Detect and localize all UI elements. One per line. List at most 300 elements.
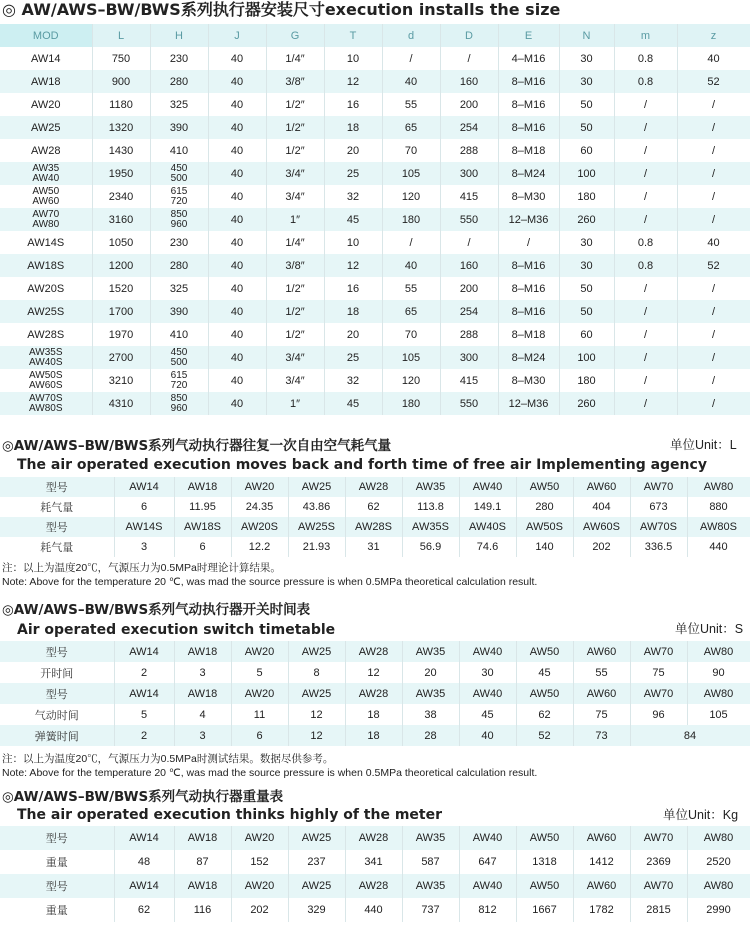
table-cell: 56.9: [402, 537, 459, 557]
table-cell: AW40: [459, 477, 516, 497]
table-cell: AW14: [0, 47, 92, 70]
table-cell: 55: [382, 93, 440, 116]
table-cell: /: [614, 392, 677, 415]
table-cell: 70: [382, 139, 440, 162]
table-cell: 812: [459, 898, 516, 922]
column-header: N: [559, 24, 614, 47]
table-cell: 4: [174, 704, 231, 725]
table-cell: AW18: [174, 826, 231, 850]
row-label: 型号: [0, 826, 114, 850]
table-cell: 75: [630, 662, 687, 683]
table-cell: 11: [231, 704, 288, 725]
table-cell: AW20S: [231, 517, 288, 537]
table-cell: /: [614, 323, 677, 346]
table-cell: AW70: [630, 641, 687, 662]
table-cell: 40: [208, 346, 266, 369]
table-cell: 260: [559, 208, 614, 231]
table-row: [0, 70, 750, 93]
table-cell: 74.6: [459, 537, 516, 557]
table-cell: AW50: [516, 477, 573, 497]
table-cell: AW18: [0, 70, 92, 93]
table-cell: 8–M18: [498, 139, 559, 162]
table-row: [0, 537, 750, 557]
column-header: z: [677, 24, 750, 47]
table-row: [0, 497, 750, 517]
table-cell: 3/4″: [266, 346, 324, 369]
table-cell: AW50S AW60S: [0, 369, 92, 392]
table-cell: 25: [324, 346, 382, 369]
table-cell: 336.5: [630, 537, 687, 557]
table-cell: /: [677, 369, 750, 392]
table-cell: 415: [440, 185, 498, 208]
weight-unit: 单位Unit：Kg: [663, 808, 739, 822]
table-cell: AW14S: [114, 517, 174, 537]
switch-time-table: [0, 641, 750, 746]
table-cell: AW60: [573, 641, 630, 662]
table-cell: 45: [516, 662, 573, 683]
table-cell: 12: [324, 254, 382, 277]
table-cell: 12: [288, 704, 345, 725]
table-cell: 3210: [92, 369, 150, 392]
table-row: [0, 277, 750, 300]
switch-time-note-en: Note: Above for the temperature 20 ℃, was mad the source pressure is when 0.5MPa theoretical calculation result.: [2, 767, 538, 779]
table-row: [0, 850, 750, 874]
table-cell: 1318: [516, 850, 573, 874]
table-cell: 113.8: [402, 497, 459, 517]
table-cell: AW28: [345, 641, 402, 662]
table-cell: 737: [402, 898, 459, 922]
table-cell: 8–M24: [498, 162, 559, 185]
table-cell: /: [498, 231, 559, 254]
table-cell: 2: [114, 662, 174, 683]
table-cell: AW18: [174, 477, 231, 497]
table-cell: 140: [516, 537, 573, 557]
table-row: [0, 93, 750, 116]
table-cell: 8–M16: [498, 70, 559, 93]
table-cell: 300: [440, 162, 498, 185]
table-cell: 60: [559, 139, 614, 162]
column-header: d: [382, 24, 440, 47]
table-row: [0, 725, 750, 746]
table-cell: 8–M16: [498, 93, 559, 116]
table-cell: 30: [559, 254, 614, 277]
table-cell: 1/4″: [266, 231, 324, 254]
table-cell: 1/4″: [266, 47, 324, 70]
table-cell: 550: [440, 392, 498, 415]
table-cell: 48: [114, 850, 174, 874]
table-cell: AW28S: [345, 517, 402, 537]
table-cell: 40: [208, 47, 266, 70]
table-cell: /: [614, 162, 677, 185]
table-cell: 1970: [92, 323, 150, 346]
table-cell: 62: [516, 704, 573, 725]
table-cell: 28: [402, 725, 459, 746]
table-cell: 3: [174, 662, 231, 683]
table-cell: 21.93: [288, 537, 345, 557]
switch-time-unit: 单位Unit：S: [675, 622, 744, 636]
table-cell: 3/4″: [266, 369, 324, 392]
table-cell: AW28: [345, 683, 402, 704]
table-cell: 2369: [630, 850, 687, 874]
row-label: 气动时间: [0, 704, 114, 725]
table-cell: 288: [440, 139, 498, 162]
table-row: [0, 369, 750, 392]
table-cell: 260: [559, 392, 614, 415]
table-cell: 4–M16: [498, 47, 559, 70]
row-label: 开时间: [0, 662, 114, 683]
table-cell: 40: [208, 93, 266, 116]
dimension-table: [0, 24, 750, 415]
table-cell: 8–M16: [498, 300, 559, 323]
table-cell: AW50 AW60: [0, 185, 92, 208]
table-cell: AW25S: [288, 517, 345, 537]
row-label: 型号: [0, 517, 114, 537]
table-cell: 1782: [573, 898, 630, 922]
table-cell: 1/2″: [266, 323, 324, 346]
table-cell: /: [614, 277, 677, 300]
table-cell: 1/2″: [266, 139, 324, 162]
table-cell: 1950: [92, 162, 150, 185]
table-cell: AW25: [288, 477, 345, 497]
table-cell: AW40: [459, 874, 516, 898]
table-cell: /: [614, 93, 677, 116]
table-cell: 254: [440, 300, 498, 323]
table-cell: AW20S: [0, 277, 92, 300]
table-cell: 2815: [630, 898, 687, 922]
table-cell: 2700: [92, 346, 150, 369]
table-cell: AW40: [459, 826, 516, 850]
table-cell: 5: [114, 704, 174, 725]
table-row: [0, 231, 750, 254]
table-row: [0, 641, 750, 662]
table-cell: 96: [630, 704, 687, 725]
table-cell: AW70: [630, 683, 687, 704]
table-cell: 105: [382, 162, 440, 185]
table-cell: 1520: [92, 277, 150, 300]
table-cell: AW14S: [0, 231, 92, 254]
table-cell: 1700: [92, 300, 150, 323]
table-cell: 8–M30: [498, 185, 559, 208]
table-cell: 30: [559, 231, 614, 254]
table-cell: AW50: [516, 874, 573, 898]
table-cell: 202: [573, 537, 630, 557]
table-cell: 180: [559, 369, 614, 392]
table-cell: AW20: [231, 641, 288, 662]
table-cell: 160: [440, 70, 498, 93]
table-cell: 3/8″: [266, 70, 324, 93]
table-cell: 1″: [266, 392, 324, 415]
table-cell: 40: [208, 208, 266, 231]
table-cell: AW35 AW40: [0, 162, 92, 185]
table-cell: /: [614, 208, 677, 231]
table-cell: 20: [324, 323, 382, 346]
table-cell: 0.8: [614, 47, 677, 70]
table-cell: /: [614, 185, 677, 208]
table-cell: 105: [382, 346, 440, 369]
table-row: [0, 704, 750, 725]
column-header: T: [324, 24, 382, 47]
air-consumption-title-en: The air operated execution moves back and forth time of free air Implementing agency: [17, 457, 707, 473]
row-label: 耗气量: [0, 537, 114, 557]
table-row: [0, 47, 750, 70]
table-cell: /: [677, 93, 750, 116]
table-cell: 100: [559, 162, 614, 185]
table-header-row: [0, 24, 750, 47]
table-cell: 40: [208, 70, 266, 93]
table-cell: AW18S: [174, 517, 231, 537]
table-cell: AW70 AW80: [0, 208, 92, 231]
table-cell: /: [677, 116, 750, 139]
table-cell: 16: [324, 93, 382, 116]
table-cell: 673: [630, 497, 687, 517]
table-cell: 16: [324, 277, 382, 300]
table-cell: AW35: [402, 826, 459, 850]
table-cell: 55: [573, 662, 630, 683]
table-cell: AW14: [114, 874, 174, 898]
table-cell: 3/4″: [266, 162, 324, 185]
table-cell: 900: [92, 70, 150, 93]
table-cell: 40: [208, 392, 266, 415]
table-cell: AW80S: [687, 517, 750, 537]
table-cell: 12: [345, 662, 402, 683]
table-cell: 3: [114, 537, 174, 557]
table-cell: AW60: [573, 826, 630, 850]
air-consumption-title-cn: ◎AW/AWS–BW/BWS系列气动执行器往复一次自由空气耗气量: [2, 438, 392, 454]
table-cell: 410: [150, 323, 208, 346]
table-cell: 180: [382, 392, 440, 415]
table-cell: AW28S: [0, 323, 92, 346]
table-cell: 149.1: [459, 497, 516, 517]
table-cell: 40: [208, 231, 266, 254]
table-cell: 12.2: [231, 537, 288, 557]
row-label: 型号: [0, 641, 114, 662]
table-cell: AW25: [288, 874, 345, 898]
table-cell: 1″: [266, 208, 324, 231]
table-cell: 52: [677, 70, 750, 93]
table-cell: AW14: [114, 683, 174, 704]
table-cell: AW50: [516, 641, 573, 662]
table-cell: 410: [150, 139, 208, 162]
weight-table: [0, 826, 750, 922]
table-cell: 615 720: [150, 185, 208, 208]
table-cell: 180: [559, 185, 614, 208]
table-cell: 40: [677, 231, 750, 254]
table-cell: 31: [345, 537, 402, 557]
table-cell: 20: [324, 139, 382, 162]
table-cell: 1412: [573, 850, 630, 874]
table-cell: /: [677, 346, 750, 369]
table-cell: 62: [114, 898, 174, 922]
table-cell: /: [614, 300, 677, 323]
table-cell: 300: [440, 346, 498, 369]
table-cell: 18: [345, 725, 402, 746]
table-cell: AW28: [345, 477, 402, 497]
table-cell: 62: [345, 497, 402, 517]
column-header: E: [498, 24, 559, 47]
table-cell: 8–M30: [498, 369, 559, 392]
table-cell: 18: [345, 704, 402, 725]
table-cell: 1/2″: [266, 300, 324, 323]
table-cell: 10: [324, 231, 382, 254]
table-cell: 12: [288, 725, 345, 746]
table-cell: 12–M36: [498, 208, 559, 231]
table-cell: 40: [208, 139, 266, 162]
table-row: [0, 254, 750, 277]
table-cell: 120: [382, 369, 440, 392]
table-cell: 0.8: [614, 70, 677, 93]
weight-title-cn: ◎AW/AWS–BW/BWS系列气动执行器重量表: [2, 789, 284, 805]
column-header: MOD: [0, 24, 92, 47]
table-cell: AW60: [573, 874, 630, 898]
table-cell: 280: [150, 254, 208, 277]
table-cell: AW80: [687, 683, 750, 704]
table-cell: 6: [174, 537, 231, 557]
table-cell: AW70: [630, 826, 687, 850]
table-cell: AW60: [573, 477, 630, 497]
table-cell: 52: [516, 725, 573, 746]
table-cell: 40: [208, 369, 266, 392]
table-cell: 0.8: [614, 254, 677, 277]
table-cell: AW70: [630, 477, 687, 497]
table-cell: 40: [382, 70, 440, 93]
table-cell: 1050: [92, 231, 150, 254]
table-row: [0, 392, 750, 415]
table-row: [0, 898, 750, 922]
table-cell: 450 500: [150, 162, 208, 185]
table-row: [0, 517, 750, 537]
column-header: L: [92, 24, 150, 47]
table-cell: 6: [231, 725, 288, 746]
row-label: 型号: [0, 874, 114, 898]
table-cell: 50: [559, 300, 614, 323]
table-cell: AW18: [174, 683, 231, 704]
table-cell: 18: [324, 300, 382, 323]
table-cell: 12–M36: [498, 392, 559, 415]
table-cell: AW14: [114, 477, 174, 497]
table-cell: 850 960: [150, 208, 208, 231]
switch-time-title-cn: ◎AW/AWS–BW/BWS系列气动执行器开关时间表: [2, 602, 311, 618]
table-cell: 200: [440, 277, 498, 300]
table-cell: AW70S: [630, 517, 687, 537]
table-cell: AW60S: [573, 517, 630, 537]
table-cell: /: [382, 231, 440, 254]
table-cell: 45: [324, 392, 382, 415]
table-cell: AW25: [288, 683, 345, 704]
table-cell: 3160: [92, 208, 150, 231]
table-cell: 390: [150, 116, 208, 139]
table-cell: 40: [208, 300, 266, 323]
table-cell: 120: [382, 185, 440, 208]
table-cell: 230: [150, 231, 208, 254]
table-cell: 75: [573, 704, 630, 725]
table-cell: 325: [150, 93, 208, 116]
table-cell: AW60: [573, 683, 630, 704]
table-cell: AW40: [459, 641, 516, 662]
table-cell: 40: [208, 323, 266, 346]
table-cell: 73: [573, 725, 630, 746]
table-cell: 1667: [516, 898, 573, 922]
table-cell: 1/2″: [266, 116, 324, 139]
table-cell: 850 960: [150, 392, 208, 415]
table-cell: AW28: [345, 826, 402, 850]
table-cell: AW50: [516, 683, 573, 704]
table-cell: 116: [174, 898, 231, 922]
switch-time-title-en: Air operated execution switch timetable: [17, 622, 336, 638]
table-cell: AW18: [174, 641, 231, 662]
table-cell: 87: [174, 850, 231, 874]
table-cell: AW40S: [459, 517, 516, 537]
table-cell: AW70S AW80S: [0, 392, 92, 415]
table-cell: 8–M16: [498, 116, 559, 139]
table-cell: 8–M16: [498, 277, 559, 300]
table-cell: 615 720: [150, 369, 208, 392]
column-header: D: [440, 24, 498, 47]
table-cell: AW20: [231, 477, 288, 497]
table-cell: AW20: [231, 826, 288, 850]
table-cell: 32: [324, 369, 382, 392]
table-cell: AW50: [516, 826, 573, 850]
table-cell: 105: [687, 704, 750, 725]
table-cell: 25: [324, 162, 382, 185]
table-cell: 100: [559, 346, 614, 369]
table-cell: 280: [150, 70, 208, 93]
table-cell: /: [440, 47, 498, 70]
table-cell: 4310: [92, 392, 150, 415]
table-cell: 5: [231, 662, 288, 683]
table-cell: AW80: [687, 641, 750, 662]
table-cell: 40: [208, 185, 266, 208]
table-cell: 40: [208, 162, 266, 185]
table-cell: AW25: [288, 826, 345, 850]
table-cell: 288: [440, 323, 498, 346]
table-cell: AW18: [174, 874, 231, 898]
table-cell: 70: [382, 323, 440, 346]
switch-time-note-cn: 注：以上为温度20℃，气源压力为0.5MPa时测试结果。数据尽供参考。: [2, 753, 334, 765]
table-cell: 45: [324, 208, 382, 231]
table-cell: 45: [459, 704, 516, 725]
table-cell: 84: [630, 725, 750, 746]
table-cell: 1180: [92, 93, 150, 116]
column-header: J: [208, 24, 266, 47]
table-row: [0, 300, 750, 323]
table-cell: /: [677, 277, 750, 300]
table-cell: /: [382, 47, 440, 70]
table-cell: /: [677, 300, 750, 323]
table-cell: AW28: [0, 139, 92, 162]
table-cell: 0.8: [614, 231, 677, 254]
table-row: [0, 116, 750, 139]
table-cell: 329: [288, 898, 345, 922]
table-cell: AW70: [630, 874, 687, 898]
table-cell: AW35: [402, 641, 459, 662]
table-row: [0, 477, 750, 497]
table-cell: 440: [687, 537, 750, 557]
table-cell: /: [677, 208, 750, 231]
table-cell: 12: [324, 70, 382, 93]
table-cell: 237: [288, 850, 345, 874]
air-consumption-note-en: Note: Above for the temperature 20 ℃, was mad the source pressure is when 0.5MPa theoretical calculation result.: [2, 576, 538, 588]
column-header: G: [266, 24, 324, 47]
air-consumption-note-cn: 注：以上为温度20℃，气源压力为0.5MPa时理论计算结果。: [2, 562, 281, 574]
table-cell: 40: [382, 254, 440, 277]
table-cell: AW25: [0, 116, 92, 139]
table-cell: 280: [516, 497, 573, 517]
table-cell: /: [614, 139, 677, 162]
column-header: m: [614, 24, 677, 47]
air-consumption-unit: 单位Unit：L: [670, 438, 737, 452]
table-cell: 20: [402, 662, 459, 683]
table-cell: 40: [459, 725, 516, 746]
